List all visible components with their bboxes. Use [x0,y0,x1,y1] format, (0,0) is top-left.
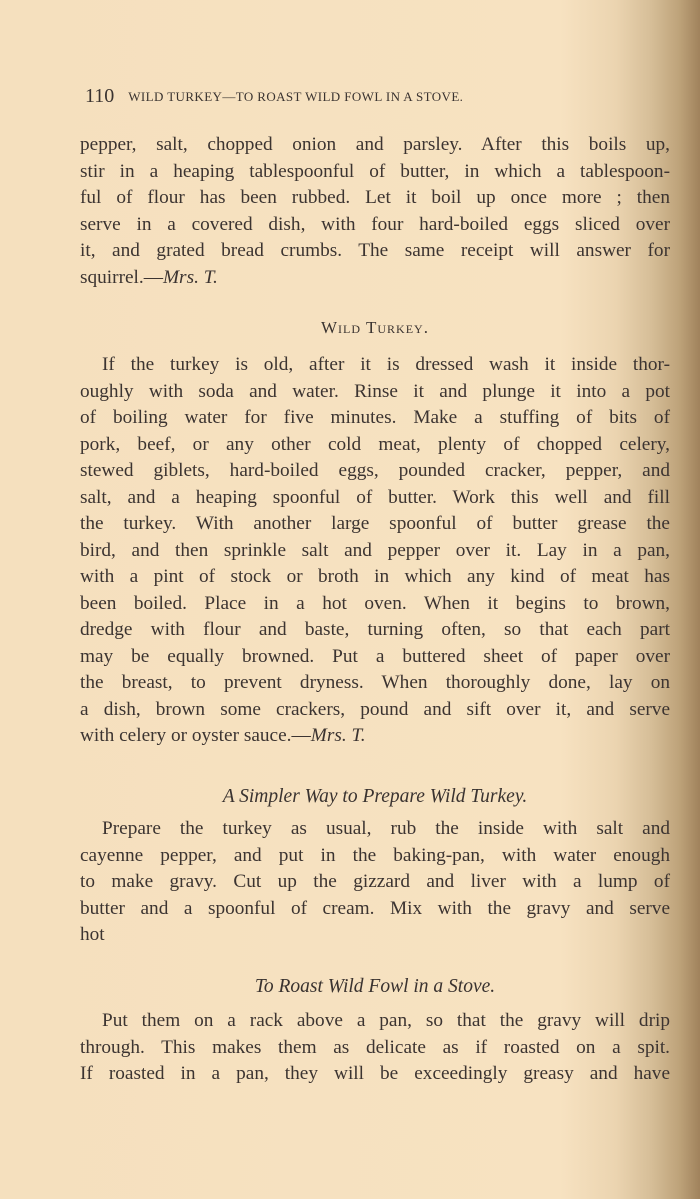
page-number: 110 [85,85,115,107]
signature: Mrs. T. [310,725,366,746]
continued-recipe-paragraph [80,132,670,291]
text-line: may be equally browned. Put a buttered sheet of paper over [80,645,670,667]
running-title: WILD TURKEY—TO ROAST WILD FOWL IN A STOVE. [128,89,464,104]
text-line: been boiled. Place in a hot oven. When it begins to brown, [80,592,670,614]
section-heading-wild-turkey: Wild Turkey. [321,318,429,337]
signature: Mrs. T. [163,266,218,288]
text-line: bird, and then sprinkle salt and pepper over it. Lay in a pan, [80,539,670,561]
text-line: cayenne pepper, and put in the baking-pan, with water enough [80,844,670,866]
text-line: the breast, to prevent dryness. When thoroughly done, lay on [80,672,670,693]
text-line: to make gravy. Cut up the gizzard and liver with a lump of [80,871,670,892]
line-text: squirrel.— [80,266,163,288]
wild-turkey-paragraph [80,352,670,750]
text-line: Prepare the turkey as usual, rub the inside with salt and [102,818,670,839]
line-text: with celery or oyster sauce.— [80,725,311,746]
text-line: stir in a heaping tablespoonful of butter, in which a tablespoon- [80,160,670,182]
text-line: serve in a covered dish, with four hard-boiled eggs sliced over [80,213,670,235]
text-line: butter and a spoonful of cream. Mix with the gravy and serve [80,897,670,919]
text-line: ful of flour has been rubbed. Let it boil up once more ; then [80,187,670,208]
text-line: stewed giblets, hard-boiled eggs, pounded cracker, pepper, and [80,460,670,481]
text-line: salt, and a heaping spoonful of butter. Work this well and fill [80,486,670,508]
text-line [80,723,670,750]
text-line: oughly with soda and water. Rinse it and plunge it into a pot [80,380,670,402]
text-line: Put them on a rack above a pan, so that the gravy will drip [102,1010,670,1031]
text-line: dredge with flour and baste, turning often, so that each part [80,619,670,640]
simpler-way-paragraph [80,816,670,949]
text-line: a dish, brown some crackers, pound and sift over it, and serve [80,698,670,720]
section-heading-roast-wild-fowl: To Roast Wild Fowl in a Stove. [254,976,496,997]
text-line: of boiling water for five minutes. Make a stuffing of bits of [80,407,670,428]
text-line: If roasted in a pan, they will be exceedingly greasy and have [80,1063,670,1084]
running-head [85,85,665,108]
text-line: If the turkey is old, after it is dressed wash it inside thor- [102,354,670,375]
text-line: it, and grated bread crumbs. The same receipt will answer for [80,240,670,261]
text-line: hot [80,924,105,945]
text-line: through. This makes them as delicate as if roasted on a spit. [80,1036,670,1058]
text-line: pork, beef, or any other cold meat, plenty of chopped celery, [80,433,670,455]
roast-wild-fowl-paragraph [80,1008,670,1088]
text-line [80,265,670,292]
text-line: the turkey. With another large spoonful of butter grease the [80,513,670,534]
text-line: pepper, salt, chopped onion and parsley. After this boils up, [80,134,670,155]
text-line: with a pint of stock or broth in which any kind of meat has [80,566,670,587]
section-heading-simpler-way: A Simpler Way to Prepare Wild Turkey. [222,786,528,807]
